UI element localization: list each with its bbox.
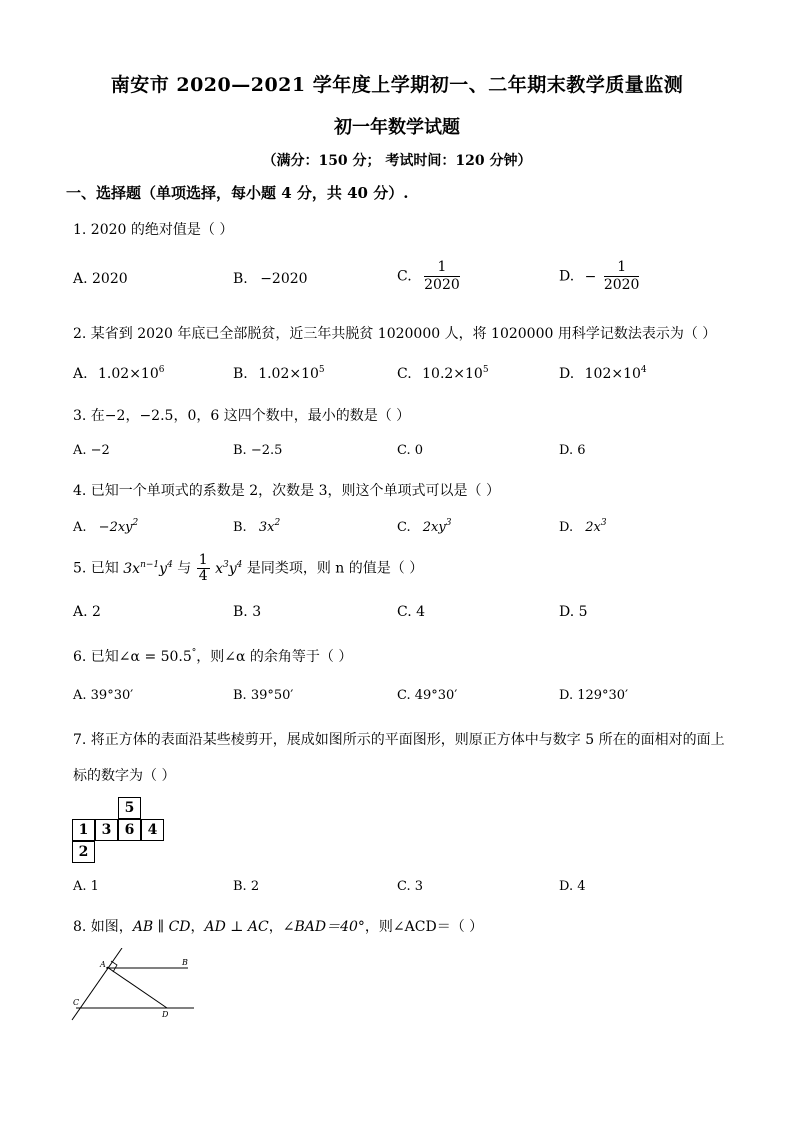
q5-option-d: D. 5 bbox=[559, 604, 588, 620]
q2-b-value: $1.02\times 10^5$ bbox=[258, 365, 325, 382]
q6-option-b: B. 39°50′ bbox=[233, 688, 294, 703]
exam-title: 南安市 2020—2021 学年度上学期初一、二年期末教学质量监测 bbox=[110, 74, 684, 96]
q1-c-label: C. bbox=[397, 268, 412, 285]
q3-option-a: A. −2 bbox=[73, 443, 110, 458]
q1-b-label: B. bbox=[233, 271, 248, 287]
q7-stem-line2: 标的数字为（ ） bbox=[73, 768, 176, 784]
net-cell-1: 1 bbox=[72, 819, 95, 841]
q1-b-value: −2020 bbox=[260, 271, 308, 287]
q4-option-c: C. $2xy^3$ bbox=[397, 518, 452, 535]
q1-d-denominator: 2020 bbox=[603, 277, 640, 293]
q3-option-c: C. 0 bbox=[397, 443, 424, 458]
q1-d-sign: − bbox=[584, 268, 597, 285]
q2-b-label: B. bbox=[233, 366, 248, 382]
q4-option-a: A. $-2xy^2$ bbox=[73, 518, 139, 535]
label-d: D bbox=[162, 1010, 169, 1019]
label-c: C bbox=[73, 998, 80, 1007]
q6-option-c: C. 49°30′ bbox=[397, 688, 458, 703]
q8-stem: 8. 如图，AB ∥ CD，AD ⊥ AC，∠BAD＝40°，则∠ACD＝（ ） bbox=[73, 919, 484, 935]
q4-b-expr: $3x^2$ bbox=[258, 518, 281, 535]
q1-option-c bbox=[397, 259, 463, 294]
q4-d-expr: $2x^3$ bbox=[585, 518, 607, 535]
q5-stem: 5. 已知 $3x^{n-1}y^4$ 与 $\frac{1}{4}$ $x^3y^4$ 是同类项，则 n 的值是（ ） bbox=[73, 552, 424, 584]
q7-option-b: B. 2 bbox=[233, 879, 260, 894]
q1-d-numerator: 1 bbox=[604, 259, 640, 277]
q2-option-b bbox=[233, 366, 325, 382]
q4-c-expr: $2xy^3$ bbox=[422, 518, 452, 535]
cube-net-figure bbox=[72, 797, 172, 867]
q1-stem: 1. 2020 的绝对值是（ ） bbox=[73, 222, 234, 238]
q7-option-d: D. 4 bbox=[559, 879, 586, 894]
q4-stem: 4. 已知一个单项式的系数是 2，次数是 3，则这个单项式可以是（ ） bbox=[73, 483, 500, 499]
net-cell-5: 5 bbox=[118, 797, 141, 819]
q1-d-label: D. bbox=[559, 268, 575, 285]
q1-d-fraction bbox=[604, 259, 640, 294]
section-heading: 一、选择题（单项选择，每小题 4 分，共 40 分）. bbox=[66, 184, 409, 202]
net-cell-6: 6 bbox=[118, 819, 141, 841]
exam-subtitle: 初一年数学试题 bbox=[334, 117, 460, 138]
q1-c-fraction bbox=[424, 259, 460, 294]
q6-stem: 6. 已知∠α = 50.5°，则∠α 的余角等于（ ） bbox=[73, 648, 353, 665]
line-ad bbox=[107, 967, 167, 1008]
q2-a-value: $1.02\times 10^6$ bbox=[98, 365, 165, 382]
q6-option-d: D. 129°30′ bbox=[559, 688, 629, 703]
q5-option-a: A. 2 bbox=[73, 604, 101, 620]
q2-option-a bbox=[73, 366, 164, 382]
q4-a-expr: $-2xy^2$ bbox=[98, 518, 139, 535]
q2-option-c bbox=[397, 366, 489, 382]
q6-option-a: A. 39°30′ bbox=[73, 688, 134, 703]
q4-option-d: D. $2x^3$ bbox=[559, 518, 607, 535]
label-a: A bbox=[100, 960, 106, 969]
net-cell-3: 3 bbox=[95, 819, 118, 841]
q5-term2: $x^3y^4$ bbox=[215, 559, 243, 577]
q5-fraction: $\frac{1}{4}$ bbox=[198, 552, 208, 584]
q2-d-label: D. bbox=[559, 366, 575, 382]
q7-option-c: C. 3 bbox=[397, 879, 424, 894]
q1-c-numerator: 1 bbox=[424, 259, 460, 277]
q1-option-a: A. 2020 bbox=[73, 271, 128, 287]
q7-stem-line1: 7. 将正方体的表面沿某些棱剪开，展成如图所示的平面图形，则原正方体中与数字 5 所在的面相对的面上 bbox=[73, 732, 725, 748]
q2-stem: 2. 某省到 2020 年底已全部脱贫，近三年共脱贫 1020000 人，将 1020000 用科学记数法表示为（ ） bbox=[73, 326, 717, 342]
q2-a-label: A. bbox=[73, 366, 88, 382]
q7-option-a: A. 1 bbox=[73, 879, 99, 894]
q2-d-value: $102\times 10^4$ bbox=[584, 365, 647, 382]
q2-c-value: $10.2\times 10^5$ bbox=[422, 365, 489, 382]
q3-option-d: D. 6 bbox=[559, 443, 586, 458]
q3-option-b: B. −2.5 bbox=[233, 443, 283, 458]
line-ac bbox=[72, 948, 122, 1020]
q1-option-b bbox=[233, 271, 308, 287]
q3-stem: 3. 在−2，−2.5，0，6 这四个数中，最小的数是（ ） bbox=[73, 408, 411, 424]
q2-option-d bbox=[559, 366, 647, 382]
q2-c-label: C. bbox=[397, 366, 412, 382]
net-cell-4: 4 bbox=[141, 819, 164, 841]
q5-option-c: C. 4 bbox=[397, 604, 426, 620]
label-b: B bbox=[182, 958, 188, 967]
exam-info: （满分：150 分； 考试时间：120 分钟） bbox=[262, 153, 532, 169]
q1-c-denominator: 2020 bbox=[424, 277, 460, 293]
q5-term1: $3x^{n-1}y^4$ bbox=[123, 559, 173, 577]
q5-option-b: B. 3 bbox=[233, 604, 262, 620]
net-cell-2: 2 bbox=[72, 841, 95, 863]
parallel-lines-figure bbox=[70, 948, 200, 1026]
q1-option-d bbox=[559, 259, 642, 294]
q4-option-b: B. $3x^2$ bbox=[233, 518, 281, 535]
